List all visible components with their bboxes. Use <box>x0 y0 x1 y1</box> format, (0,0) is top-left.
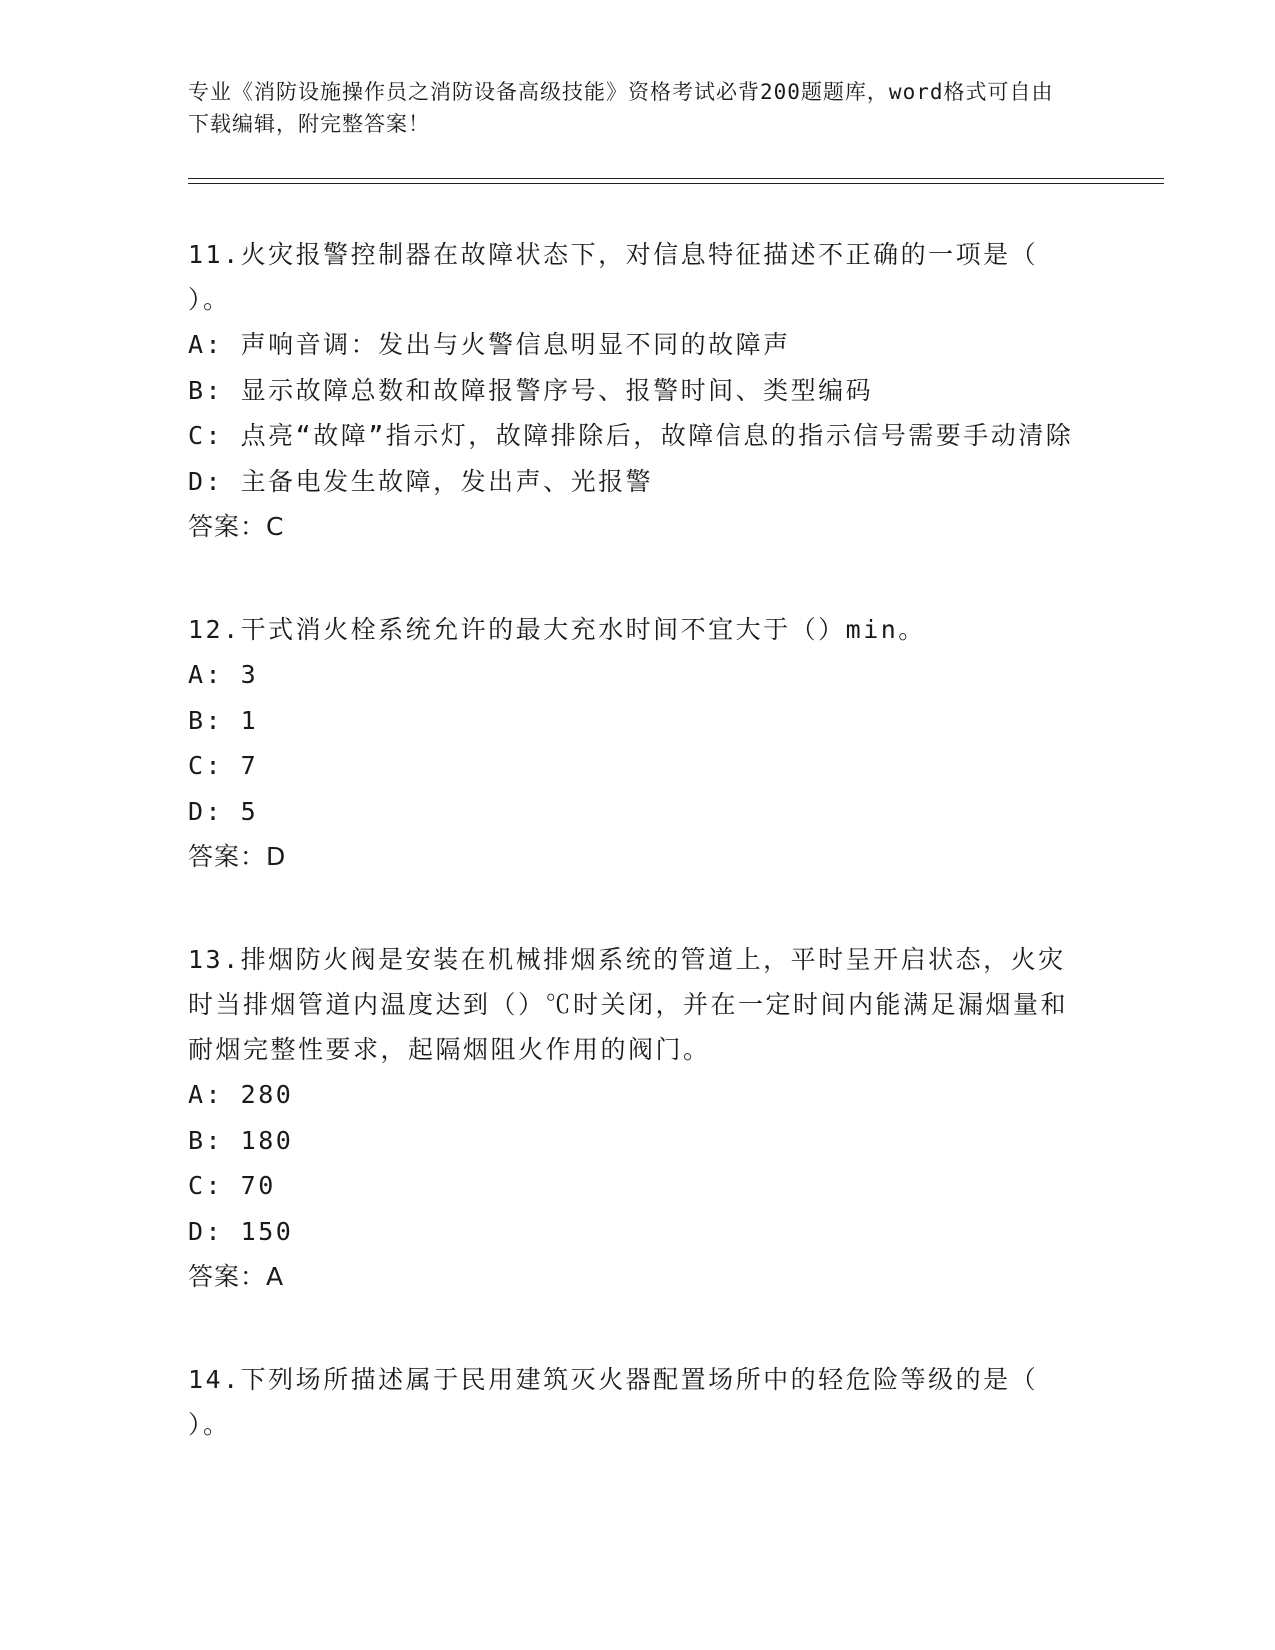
question-stem: 12.干式消火栓系统允许的最大充水时间不宜大于（）min。 <box>188 615 926 644</box>
option-c: C: 7 <box>188 751 259 780</box>
option-b: B: 显示故障总数和故障报警序号、报警时间、类型编码 <box>188 375 874 405</box>
option-a: A: 280 <box>188 1080 294 1109</box>
question-stem: 13.排烟防火阀是安装在机械排烟系统的管道上，平时呈开启状态，火灾时当排烟管道内温度达到（）℃时关闭，并在一定时间内能满足漏烟量和耐烟完整性要求，起隔烟阻火作用的阀门。 <box>188 945 1069 1064</box>
option-d: D: 150 <box>188 1216 294 1246</box>
answer-line: 答案：D <box>188 842 287 871</box>
option-c: C: 70 <box>188 1171 276 1200</box>
question-11 <box>188 232 1078 549</box>
question-12 <box>188 607 1078 879</box>
option-d: D: 主备电发生故障，发出声、光报警 <box>188 466 654 496</box>
option-a: A: 声响音调：发出与火警信息明显不同的故障声 <box>188 330 791 359</box>
header-divider-top <box>188 178 1164 179</box>
option-b: B: 180 <box>188 1125 294 1155</box>
option-c: C: 点亮“故障”指示灯，故障排除后，故障信息的指示信号需要手动清除 <box>188 421 1074 450</box>
header-divider-bottom <box>188 183 1164 184</box>
question-13 <box>188 937 1078 1299</box>
answer-line: 答案：A <box>188 1262 285 1291</box>
option-d: D: 5 <box>188 796 259 826</box>
question-stem: 14.下列场所描述属于民用建筑灭火器配置场所中的轻危险等级的是（ ）。 <box>188 1365 1039 1439</box>
answer-line: 答案：C <box>188 512 285 541</box>
option-b: B: 1 <box>188 705 259 735</box>
document-header: 专业《消防设施操作员之消防设备高级技能》资格考试必背200题题库，word格式可自由下载编辑，附完整答案！ <box>188 80 1054 136</box>
question-list <box>188 232 1078 1447</box>
option-a: A: 3 <box>188 660 259 689</box>
question-14 <box>188 1357 1078 1447</box>
question-stem: 11.火灾报警控制器在故障状态下，对信息特征描述不正确的一项是（ ）。 <box>188 240 1039 314</box>
